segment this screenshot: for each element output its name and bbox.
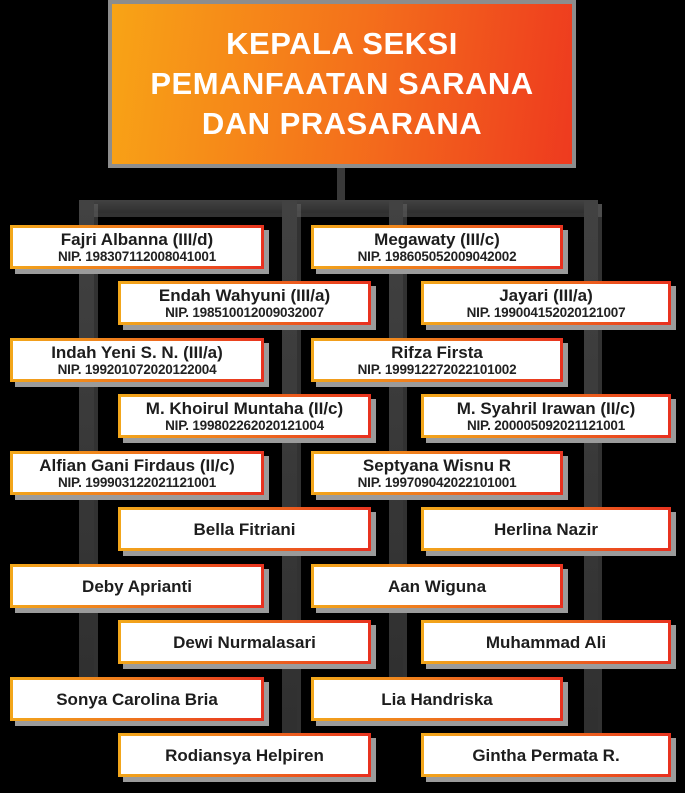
member-nip: NIP. 199802262020121004: [165, 418, 324, 433]
connector-stem: [337, 162, 345, 204]
member-box-left-8: [118, 620, 371, 664]
header-title-line-1: KEPALA SEKSI: [226, 26, 458, 61]
member-name: Herlina Nazir: [494, 519, 598, 539]
member-box-left-4: [118, 394, 371, 438]
member-name: Alfian Gani Firdaus (II/c): [39, 456, 235, 475]
member-name: Rifza Firsta: [391, 343, 483, 362]
member-name: Lia Handriska: [381, 689, 493, 709]
member-box-left-1: [10, 225, 264, 269]
member-name: Muhammad Ali: [485, 632, 607, 652]
member-name: Dewi Nurmalasari: [173, 632, 316, 652]
member-box-left-9: [10, 677, 264, 721]
member-box-right-6: [421, 507, 671, 551]
member-box-right-4: [421, 394, 671, 438]
member-name: Indah Yeni S. N. (III/a): [51, 343, 223, 362]
member-box-right-2: [421, 281, 671, 325]
member-name: Sonya Carolina Bria: [56, 689, 218, 709]
connector-trunk-left-outer: [79, 200, 94, 700]
member-name: M. Syahril Irawan (II/c): [456, 399, 636, 418]
connector-horizontal-bar: [79, 200, 598, 213]
member-box-right-3: [311, 338, 563, 382]
member-name: Megawaty (III/c): [374, 230, 500, 249]
member-box-right-5: [311, 451, 563, 495]
member-nip: NIP. 199709042022101001: [357, 475, 517, 490]
member-name: Fajri Albanna (III/d): [60, 230, 214, 249]
member-name: Endah Wahyuni (III/a): [158, 286, 331, 305]
member-name: Jayari (III/a): [499, 286, 593, 305]
member-name: Septyana Wisnu R: [362, 456, 512, 475]
member-box-right-9: [311, 677, 563, 721]
connector-trunk-right-inner: [389, 200, 403, 700]
member-nip: NIP. 199912272022101002: [357, 362, 517, 377]
member-nip: NIP. 199903122021121001: [57, 475, 217, 490]
member-name: M. Khoirul Muntaha (II/c): [145, 399, 344, 418]
member-box-left-7: [10, 564, 264, 608]
member-box-left-6: [118, 507, 371, 551]
member-box-left-5: [10, 451, 264, 495]
member-box-right-10: [421, 733, 671, 777]
member-name: Rodiansya Helpiren: [165, 745, 324, 765]
member-box-left-10: [118, 733, 371, 777]
member-name: Deby Aprianti: [82, 576, 192, 596]
member-name: Gintha Permata R.: [472, 745, 620, 765]
member-nip: NIP. 200005092021121001: [466, 418, 626, 433]
header-box: [112, 4, 572, 164]
member-box-left-2: [118, 281, 371, 325]
member-name: Bella Fitriani: [193, 519, 296, 539]
member-nip: NIP. 198307112008041001: [57, 249, 217, 264]
member-name: Aan Wiguna: [387, 576, 487, 596]
member-box-right-1: [311, 225, 563, 269]
member-box-right-7: [311, 564, 563, 608]
member-nip: NIP. 199004152020121007: [466, 305, 626, 320]
member-nip: NIP. 198605052009042002: [357, 249, 517, 264]
header-title-line-2: PEMANFAATAN SARANA: [150, 66, 534, 101]
member-nip: NIP. 198510012009032007: [165, 305, 324, 320]
member-box-right-8: [421, 620, 671, 664]
header-title-line-3: DAN PRASARANA: [201, 106, 483, 141]
member-box-left-3: [10, 338, 264, 382]
member-nip: NIP. 199201072020122004: [57, 362, 217, 377]
